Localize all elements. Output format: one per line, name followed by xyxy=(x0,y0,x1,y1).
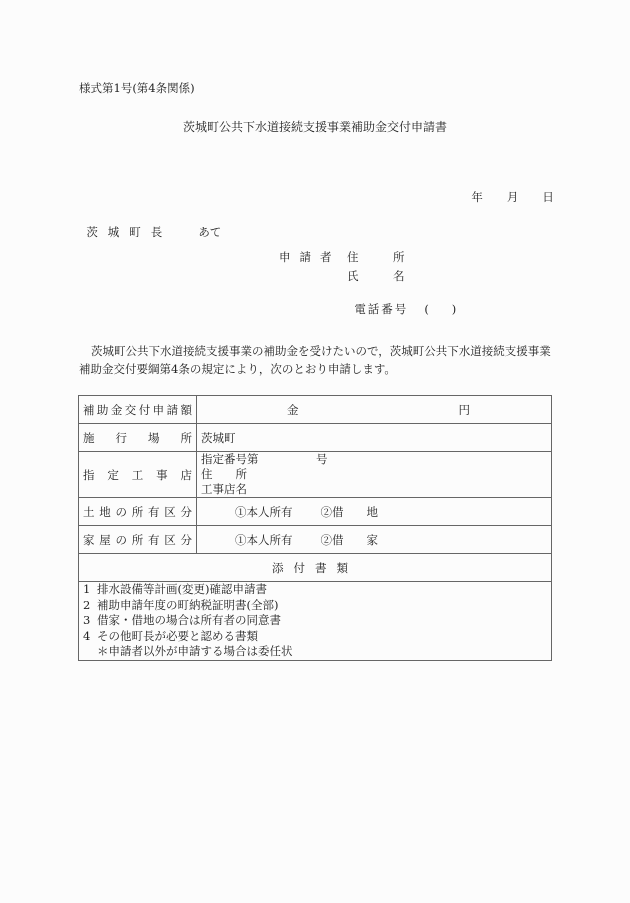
list-item: 4 その他町長が必要と認める書類 xyxy=(83,628,258,643)
contractor-address-line: 住 所 xyxy=(201,467,247,481)
phone-label: 電話番号 xyxy=(354,302,409,316)
land-ownership-label: 土地の所有区分 xyxy=(79,498,197,526)
table-row xyxy=(79,424,552,452)
date-day: 日 xyxy=(542,190,554,204)
list-item: 1 排水設備等計画(変更)確認申請書 xyxy=(83,582,267,596)
table-row xyxy=(79,452,552,498)
attachments-header: 添付書類 xyxy=(79,554,552,582)
amount-suffix: 円 xyxy=(458,402,470,417)
date-month: 月 xyxy=(506,190,519,204)
house-option-rent[interactable]: ②借 家 xyxy=(320,532,378,547)
amount-prefix: 金 xyxy=(287,402,299,417)
house-ownership-options xyxy=(197,526,552,554)
application-table xyxy=(78,395,552,661)
table-row xyxy=(79,554,552,582)
applicant-label: 申請者 xyxy=(279,250,341,264)
house-option-own[interactable]: ①本人所有 xyxy=(235,532,293,547)
list-item: 2 補助申請年度の町納税証明書(全部) xyxy=(83,597,279,612)
subsidy-amount-label: 補助金交付申請額 xyxy=(79,396,197,424)
applicant-name-field[interactable]: 氏 名 xyxy=(347,269,405,283)
list-item: 3 借家・借地の場合は所有者の同意書 xyxy=(83,613,281,627)
applicant-phone-field[interactable] xyxy=(347,287,456,317)
land-option-own[interactable]: ①本人所有 xyxy=(235,504,293,519)
subsidy-amount-field[interactable] xyxy=(197,396,552,424)
contractor-name-line: 工事店名 xyxy=(201,482,247,496)
table-row xyxy=(79,526,552,554)
contractor-number-line: 指定番号第 号 xyxy=(201,452,328,466)
addressee-suffix: あて xyxy=(198,225,222,239)
table-row xyxy=(79,396,552,424)
form-number: 様式第1号(第4条関係) xyxy=(79,81,195,95)
phone-parens: ( ) xyxy=(424,302,457,316)
application-statement: 茨城町公共下水道接続支援事業の補助金を受けたいので，茨城町公共下水道接続支援事業補助金交付要綱第4条の規定により，次のとおり申請します。 xyxy=(79,344,551,376)
land-ownership-options xyxy=(197,498,552,526)
land-option-lease[interactable]: ②借 地 xyxy=(320,504,378,519)
construction-site-field[interactable]: 茨城町 xyxy=(197,424,552,452)
addressee-name: 茨城町長 xyxy=(86,225,173,239)
date-year: 年 xyxy=(471,190,483,204)
table-row xyxy=(79,582,552,661)
attachments-list xyxy=(79,582,552,661)
table-row xyxy=(79,498,552,526)
applicant-address-field[interactable]: 住 所 xyxy=(347,250,405,264)
designated-contractor-field[interactable] xyxy=(197,452,552,498)
construction-site-label: 施行場所 xyxy=(79,424,197,452)
addressee xyxy=(79,210,221,240)
document-title: 茨城町公共下水道接続支援事業補助金交付申請書 xyxy=(182,120,447,134)
designated-contractor-label: 指定工事店 xyxy=(79,452,197,498)
attachments-note: ＊申請者以外が申請する場合は委任状 xyxy=(97,644,293,658)
date-line xyxy=(464,175,554,205)
house-ownership-label: 家屋の所有区分 xyxy=(79,526,197,554)
